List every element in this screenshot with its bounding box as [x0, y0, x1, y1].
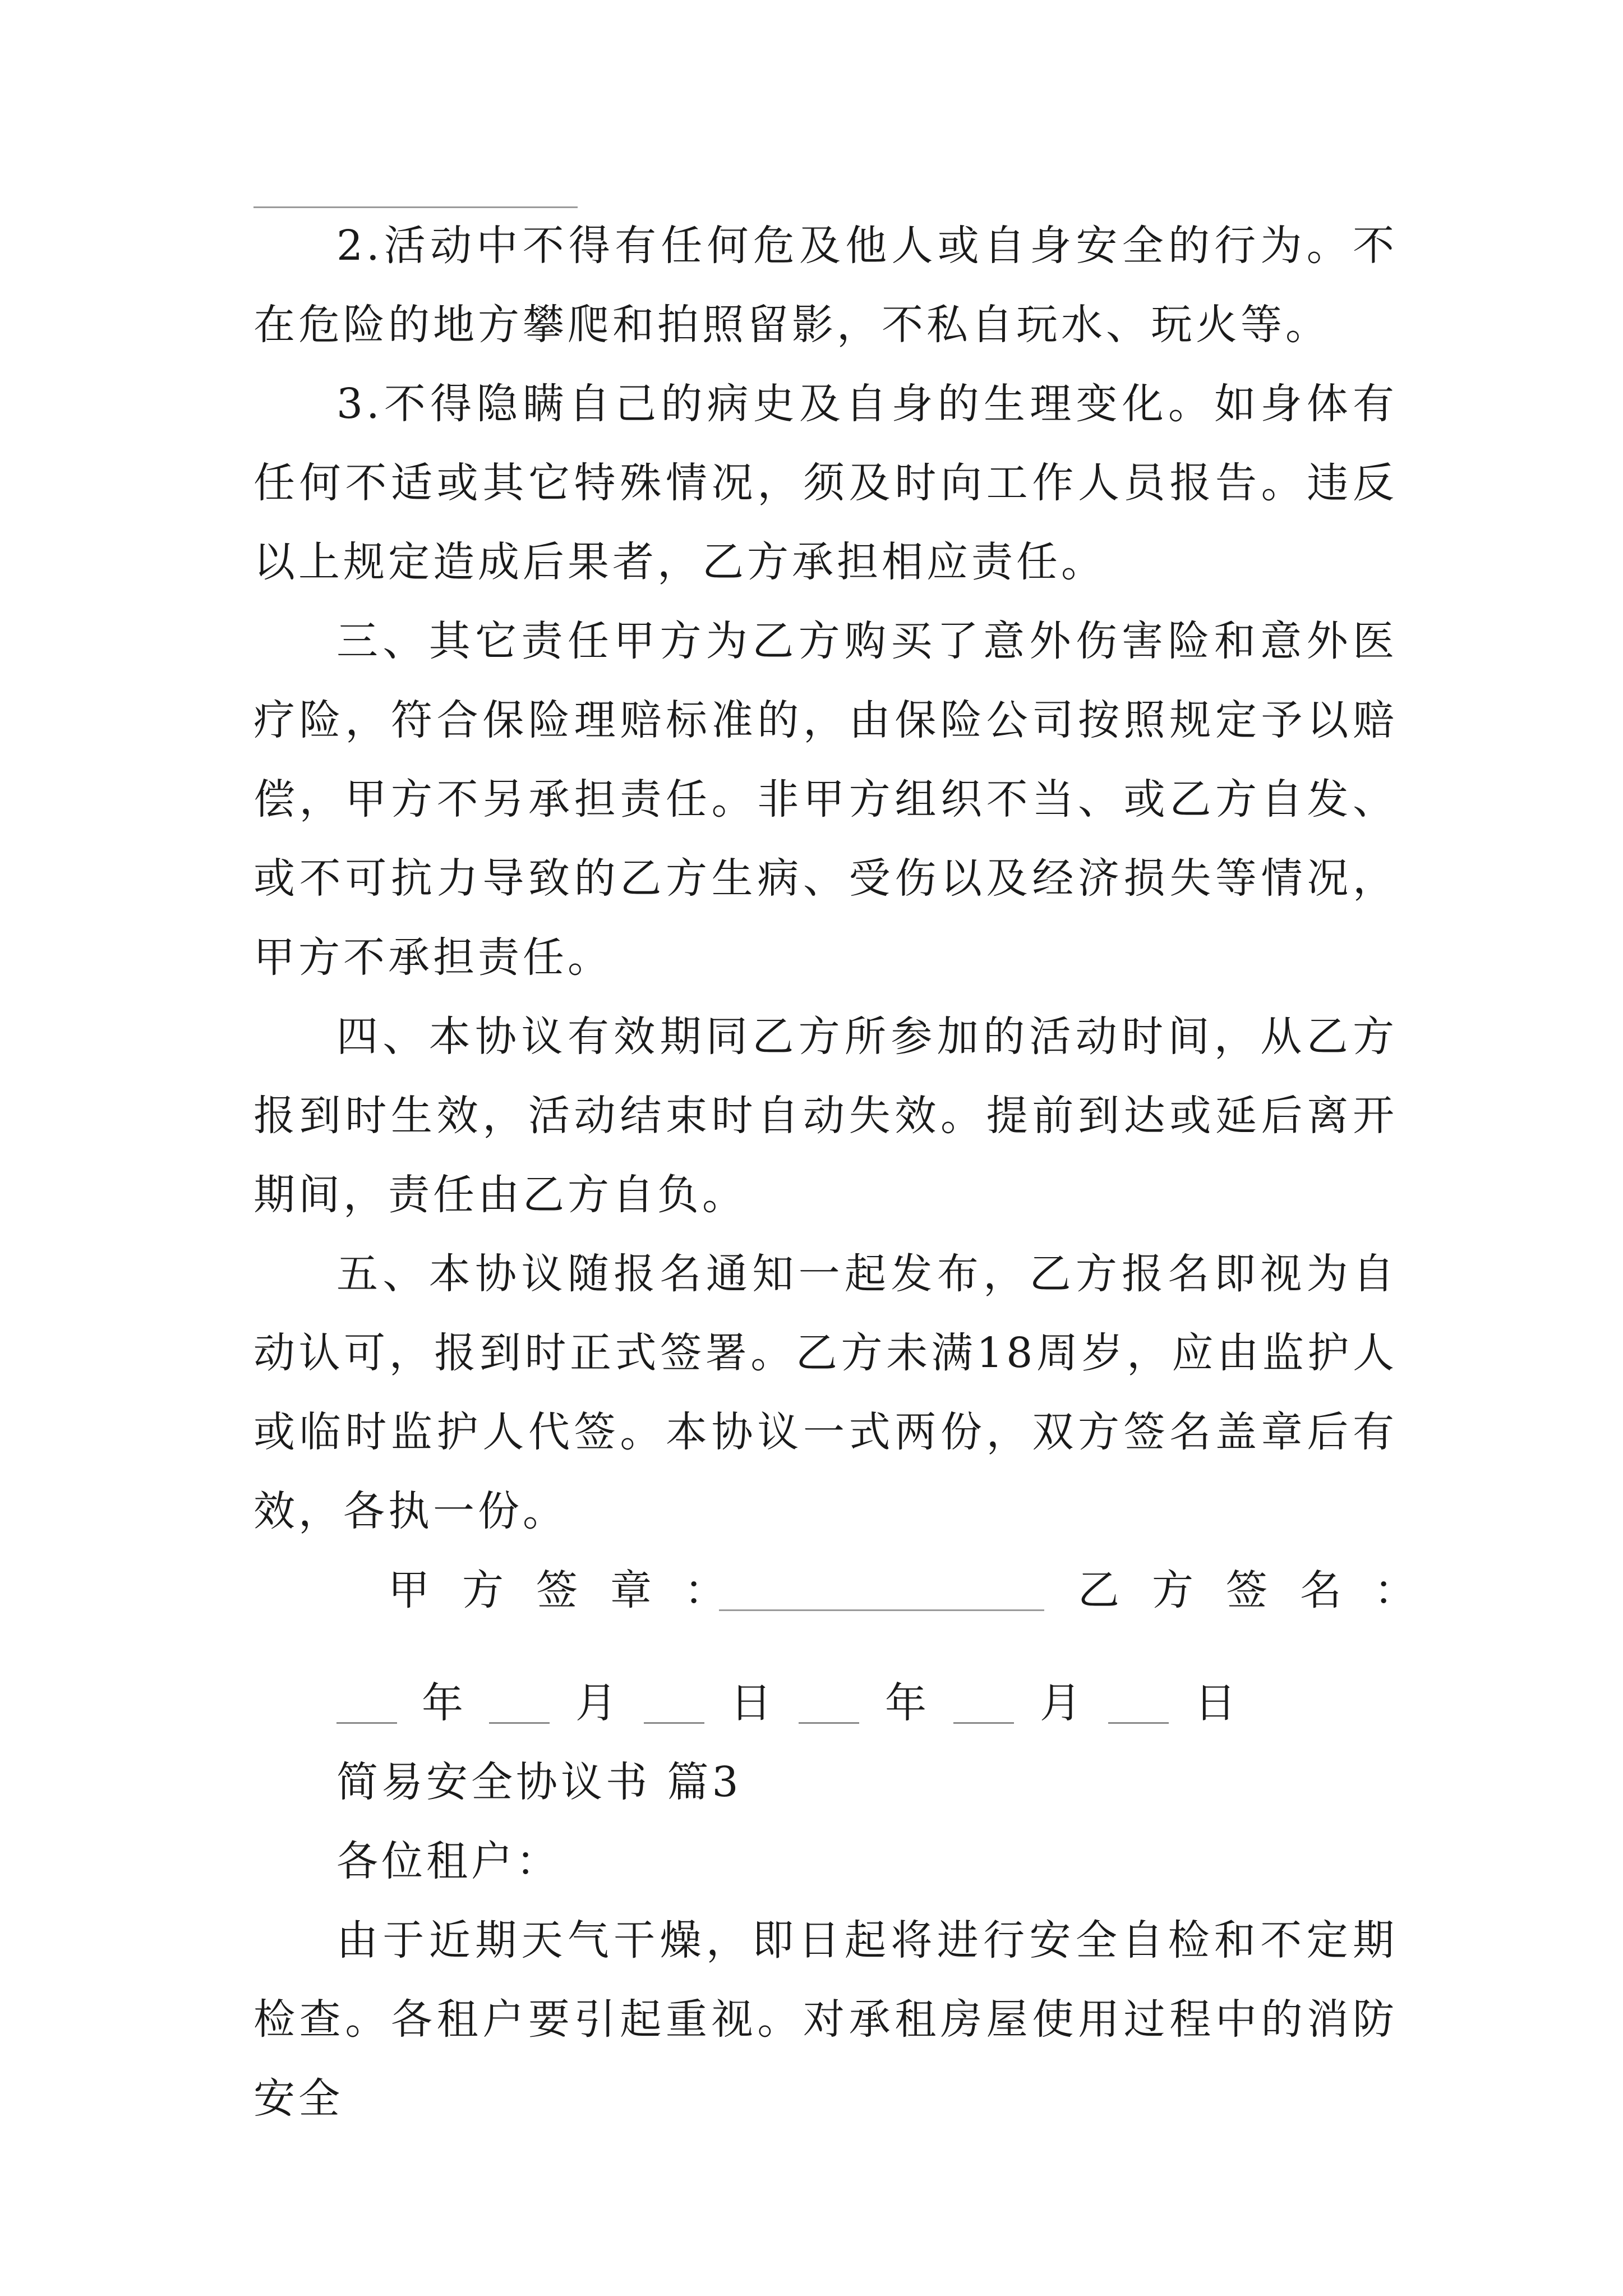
section-3-paragraph: 三、其它责任甲方为乙方购买了意外伤害险和意外医疗险，符合保险理赔标准的，由保险公司按照规定予以赔偿，甲方不另承担责任。非甲方组织不当、或乙方自发、或不可抗力导致的乙方生病、受伤以及经济损失等情况，甲方不承担责任。 — [253, 617, 1398, 982]
date-a-year-blank — [336, 1722, 397, 1724]
date-b-year-blank — [799, 1722, 859, 1724]
clause-3-paragraph: 3.不得隐瞒自己的病史及自身的生理变化。如身体有任何不适或其它特殊情况，须及时向工作人员报告。违反以上规定造成后果者，乙方承担相应责任。 — [253, 380, 1398, 586]
date-b-year-unit: 年 — [885, 1679, 926, 1727]
party-b-signature-label: 乙方签名： — [1078, 1566, 1448, 1614]
signature-gap — [253, 1630, 1398, 1664]
section-4-paragraph: 四、本协议有效期同乙方所参加的活动时间，从乙方报到时生效，活动结束时自动失效。提前到达或延后离开期间，责任由乙方自负。 — [253, 1013, 1398, 1219]
clause-2-paragraph: 2.活动中不得有任何危及他人或自身安全的行为。不在危险的地方攀爬和拍照留影，不私自玩水、玩火等。 — [253, 222, 1398, 349]
section-title: 简易安全协议书 篇3 — [336, 1758, 742, 1806]
signature-row — [253, 1551, 1448, 1630]
date-a-year-unit: 年 — [422, 1679, 463, 1727]
date-a-day-unit: 日 — [730, 1679, 772, 1727]
party-a-signature-line — [719, 1609, 1044, 1611]
section-5-paragraph: 五、本协议随报名通知一起发布，乙方报名即视为自动认可，报到时正式签署。乙方未满18周岁，应由监护人或临时监护人代签。本协议一式两份，双方签名盖章后有效，各执一份。 — [253, 1250, 1398, 1535]
date-b-day-blank — [1108, 1722, 1169, 1724]
party-a-signature-label: 甲方签章： — [388, 1566, 758, 1614]
notice-paragraph: 由于近期天气干燥，即日起将进行安全自检和不定期检查。各租户要引起重视。对承租房屋使用过程中的消防安全 — [253, 1916, 1398, 2123]
party-b-signature-line — [253, 206, 578, 208]
date-b-month-unit: 月 — [1040, 1679, 1081, 1727]
date-b-month-blank — [953, 1722, 1014, 1724]
document-body — [253, 206, 1448, 2138]
date-a-month-blank — [489, 1722, 550, 1724]
date-row — [253, 1664, 1398, 1743]
date-a-month-unit: 月 — [575, 1679, 617, 1727]
date-a-day-blank — [644, 1722, 704, 1724]
date-b-day-unit: 日 — [1195, 1679, 1236, 1727]
salutation: 各位租户： — [336, 1837, 561, 1885]
